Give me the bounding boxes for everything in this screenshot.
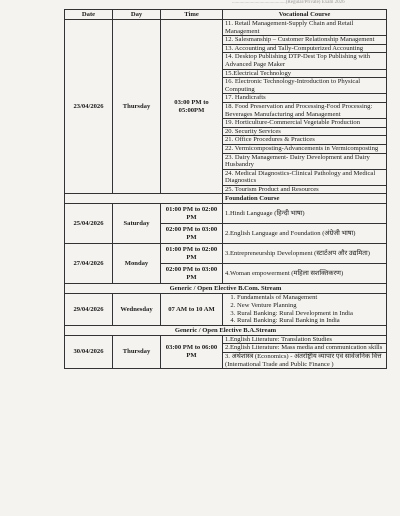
list-item: 4.Woman empowerment (महिला सशक्तिकरण) <box>223 264 387 284</box>
ba-time: 03:00 PM to 06:00 PM <box>161 335 223 368</box>
list-item: 12. Salesmanship – Customer Relationship Management <box>223 36 387 45</box>
vocational-day: Thursday <box>113 20 161 194</box>
foundation-title: Foundation Course <box>223 194 387 204</box>
list-item: 22. Vermicomposting-Advancements in Vermicomposting <box>223 144 387 153</box>
foundation-time: 02:00 PM to 03:00 PM <box>161 224 223 244</box>
exam-schedule-table <box>64 9 387 369</box>
bcom-day: Wednesday <box>113 294 161 325</box>
bcom-date: 29/04/2026 <box>65 294 113 325</box>
foundation-time: 02:00 PM to 03:00 PM <box>161 264 223 284</box>
foundation-time: 01:00 PM to 02:00 PM <box>161 244 223 264</box>
list-item: 4. Rural Banking: Rural Banking in India <box>237 317 384 325</box>
course-column-header: Vocational Course <box>223 10 387 20</box>
list-item: 16. Electronic Technology-Introduction to Physical Computing <box>223 78 387 94</box>
foundation-day-1: Saturday <box>113 204 161 244</box>
ba-title: Generic / Open Elective B.A.Stream <box>65 325 387 335</box>
list-item: 2.English Literature: Mass media and communication skills <box>223 344 387 353</box>
bcom-course-list <box>223 294 387 325</box>
list-item: 15.Electrical Technology <box>223 69 387 78</box>
foundation-date-2: 27/04/2026 <box>65 244 113 284</box>
section-row <box>65 194 387 204</box>
list-item: 24. Medical Diagnostics-Clinical Pathology and Medical Diagnostics <box>223 169 387 185</box>
section-row <box>65 284 387 294</box>
list-item: 2. New Venture Planning <box>237 302 384 310</box>
table-row <box>65 244 387 264</box>
list-item: 18. Food Preservation and Processing-Food Processing: Beverages Manufacturing and Management <box>223 102 387 118</box>
date-column-header: Date <box>65 10 113 20</box>
bcom-title: Generic / Open Elective B.Com. Stream <box>65 284 387 294</box>
list-item: 1. Fundamentals of Management <box>237 294 384 302</box>
table-row <box>65 335 387 344</box>
table-row <box>65 20 387 36</box>
ba-day: Thursday <box>113 335 161 368</box>
foundation-time: 01:00 PM to 02:00 PM <box>161 204 223 224</box>
list-item: 19. Horticulture-Commercial Vegetable Production <box>223 119 387 128</box>
list-item: 20. Security Services <box>223 127 387 136</box>
list-item: 1.English Literature: Translation Studies <box>223 335 387 344</box>
list-item: 2.English Language and Foundation (अंग्रेजी भाषा) <box>223 224 387 244</box>
list-item: 11. Retail Management-Supply Chain and Retail Management <box>223 20 387 36</box>
header-text: ...........................................(Regular/Private) Exam 2026 <box>232 0 345 5</box>
section-row <box>65 325 387 335</box>
ba-date: 30/04/2026 <box>65 335 113 368</box>
time-column-header: Time <box>161 10 223 20</box>
day-column-header: Day <box>113 10 161 20</box>
bcom-time: 07 AM to 10 AM <box>161 294 223 325</box>
list-item: 17. Handicrafts <box>223 94 387 103</box>
list-item: 21. Office Procedures & Practices <box>223 136 387 145</box>
list-item: 25. Tourism Product and Resources <box>223 185 387 194</box>
table-row <box>65 204 387 224</box>
list-item: 3. अर्थशास्त्र (Economics) - अंतर्राष्ट्रीय व्यापार एवं सार्वजनिक वित्त (International Trade and Public Finance ) <box>223 353 387 369</box>
table-header-row <box>65 10 387 20</box>
foundation-day-2: Monday <box>113 244 161 284</box>
vocational-date: 23/04/2026 <box>65 20 113 194</box>
list-item: 3. Rural Banking: Rural Development in India <box>237 310 384 318</box>
list-item: 1.Hindi Language (हिन्दी भाषा) <box>223 204 387 224</box>
list-item: 23. Dairy Management- Dairy Development and Dairy Husbandry <box>223 153 387 169</box>
table-row <box>65 294 387 325</box>
list-item: 3.Entrepreneurship Development (स्टार्टअप और उद्यमिता) <box>223 244 387 264</box>
list-item: 13. Accounting and Tally-Computerized Accounting <box>223 44 387 53</box>
vocational-time: 03:00 PM to 05:00PM <box>161 20 223 194</box>
list-item: 14. Desktop Publishing DTP-Dest Top Publishing with Advanced Page Maker <box>223 53 387 69</box>
foundation-date-1: 25/04/2026 <box>65 204 113 244</box>
